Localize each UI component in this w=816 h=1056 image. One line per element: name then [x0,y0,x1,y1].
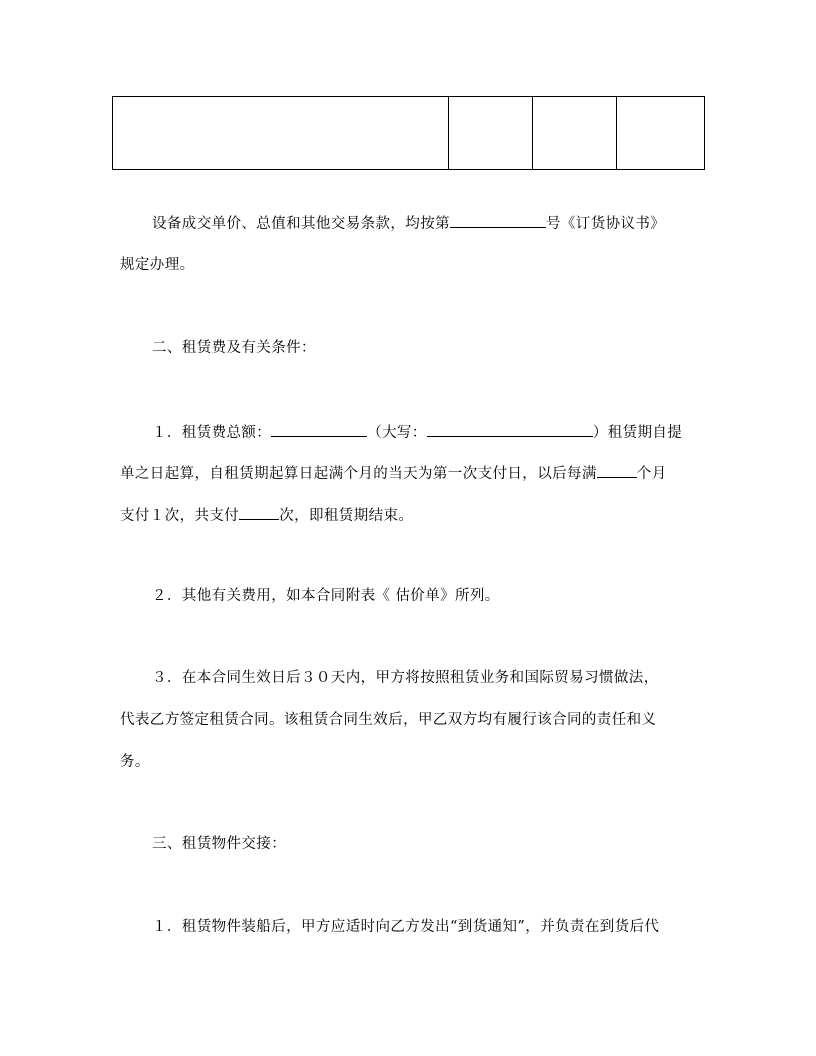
paragraph-line [152,212,665,234]
fill-in-blank [427,421,593,437]
text: １．租赁物件装船后，甲方应适时向乙方发出“到货通知”，并负责在到货后代 [152,919,660,935]
paragraph-line [120,462,667,484]
text: ２．其他有关费用，如本合同附表《 估价单》所列。 [152,588,500,604]
fill-in-blank [450,212,546,228]
text: 务。 [120,754,150,770]
table-cell [449,97,533,170]
table-row [113,97,705,170]
text: ）租赁期自提 [592,425,683,441]
section-heading [152,834,286,854]
paragraph-line [120,504,413,526]
text: 规定办理。 [120,257,195,273]
table-cell [113,97,449,170]
paragraph-line [152,421,682,443]
text: 代表乙方签定租赁合同。该租赁合同生效后，甲乙双方均有履行该合同的责任和义 [120,712,657,728]
text: 设备成交单价、总值和其他交易条款，均按第 [152,216,450,232]
text: 二、租赁费及有关条件： [152,340,316,356]
table-cell [533,97,617,170]
equipment-table [112,96,705,170]
text: 单之日起算，自租赁期起算日起满个月的当天为第一次支付日，以后每满 [120,466,597,482]
paragraph-line [120,710,656,730]
paragraph-line [120,255,195,275]
paragraph-line [152,917,659,937]
text: 支付１次，共支付 [120,508,240,524]
text: 号《订货协议书》 [546,216,666,232]
text: 次，即租赁期结束。 [279,508,414,524]
paragraph-line [120,752,150,772]
fill-in-blank [597,462,637,478]
paragraph-line [152,668,659,688]
text: ３．在本合同生效日后３０天内，甲方将按照租赁业务和国际贸易习惯做法， [152,670,659,686]
section-heading [152,338,316,358]
fill-in-blank [239,504,279,520]
fill-in-blank [271,421,367,437]
text: （大写： [367,425,427,441]
text: １．租赁费总额： [152,425,272,441]
table-cell [617,97,705,170]
paragraph-line [152,586,500,606]
text: 个月 [636,466,667,482]
text: 三、租赁物件交接： [152,836,287,852]
